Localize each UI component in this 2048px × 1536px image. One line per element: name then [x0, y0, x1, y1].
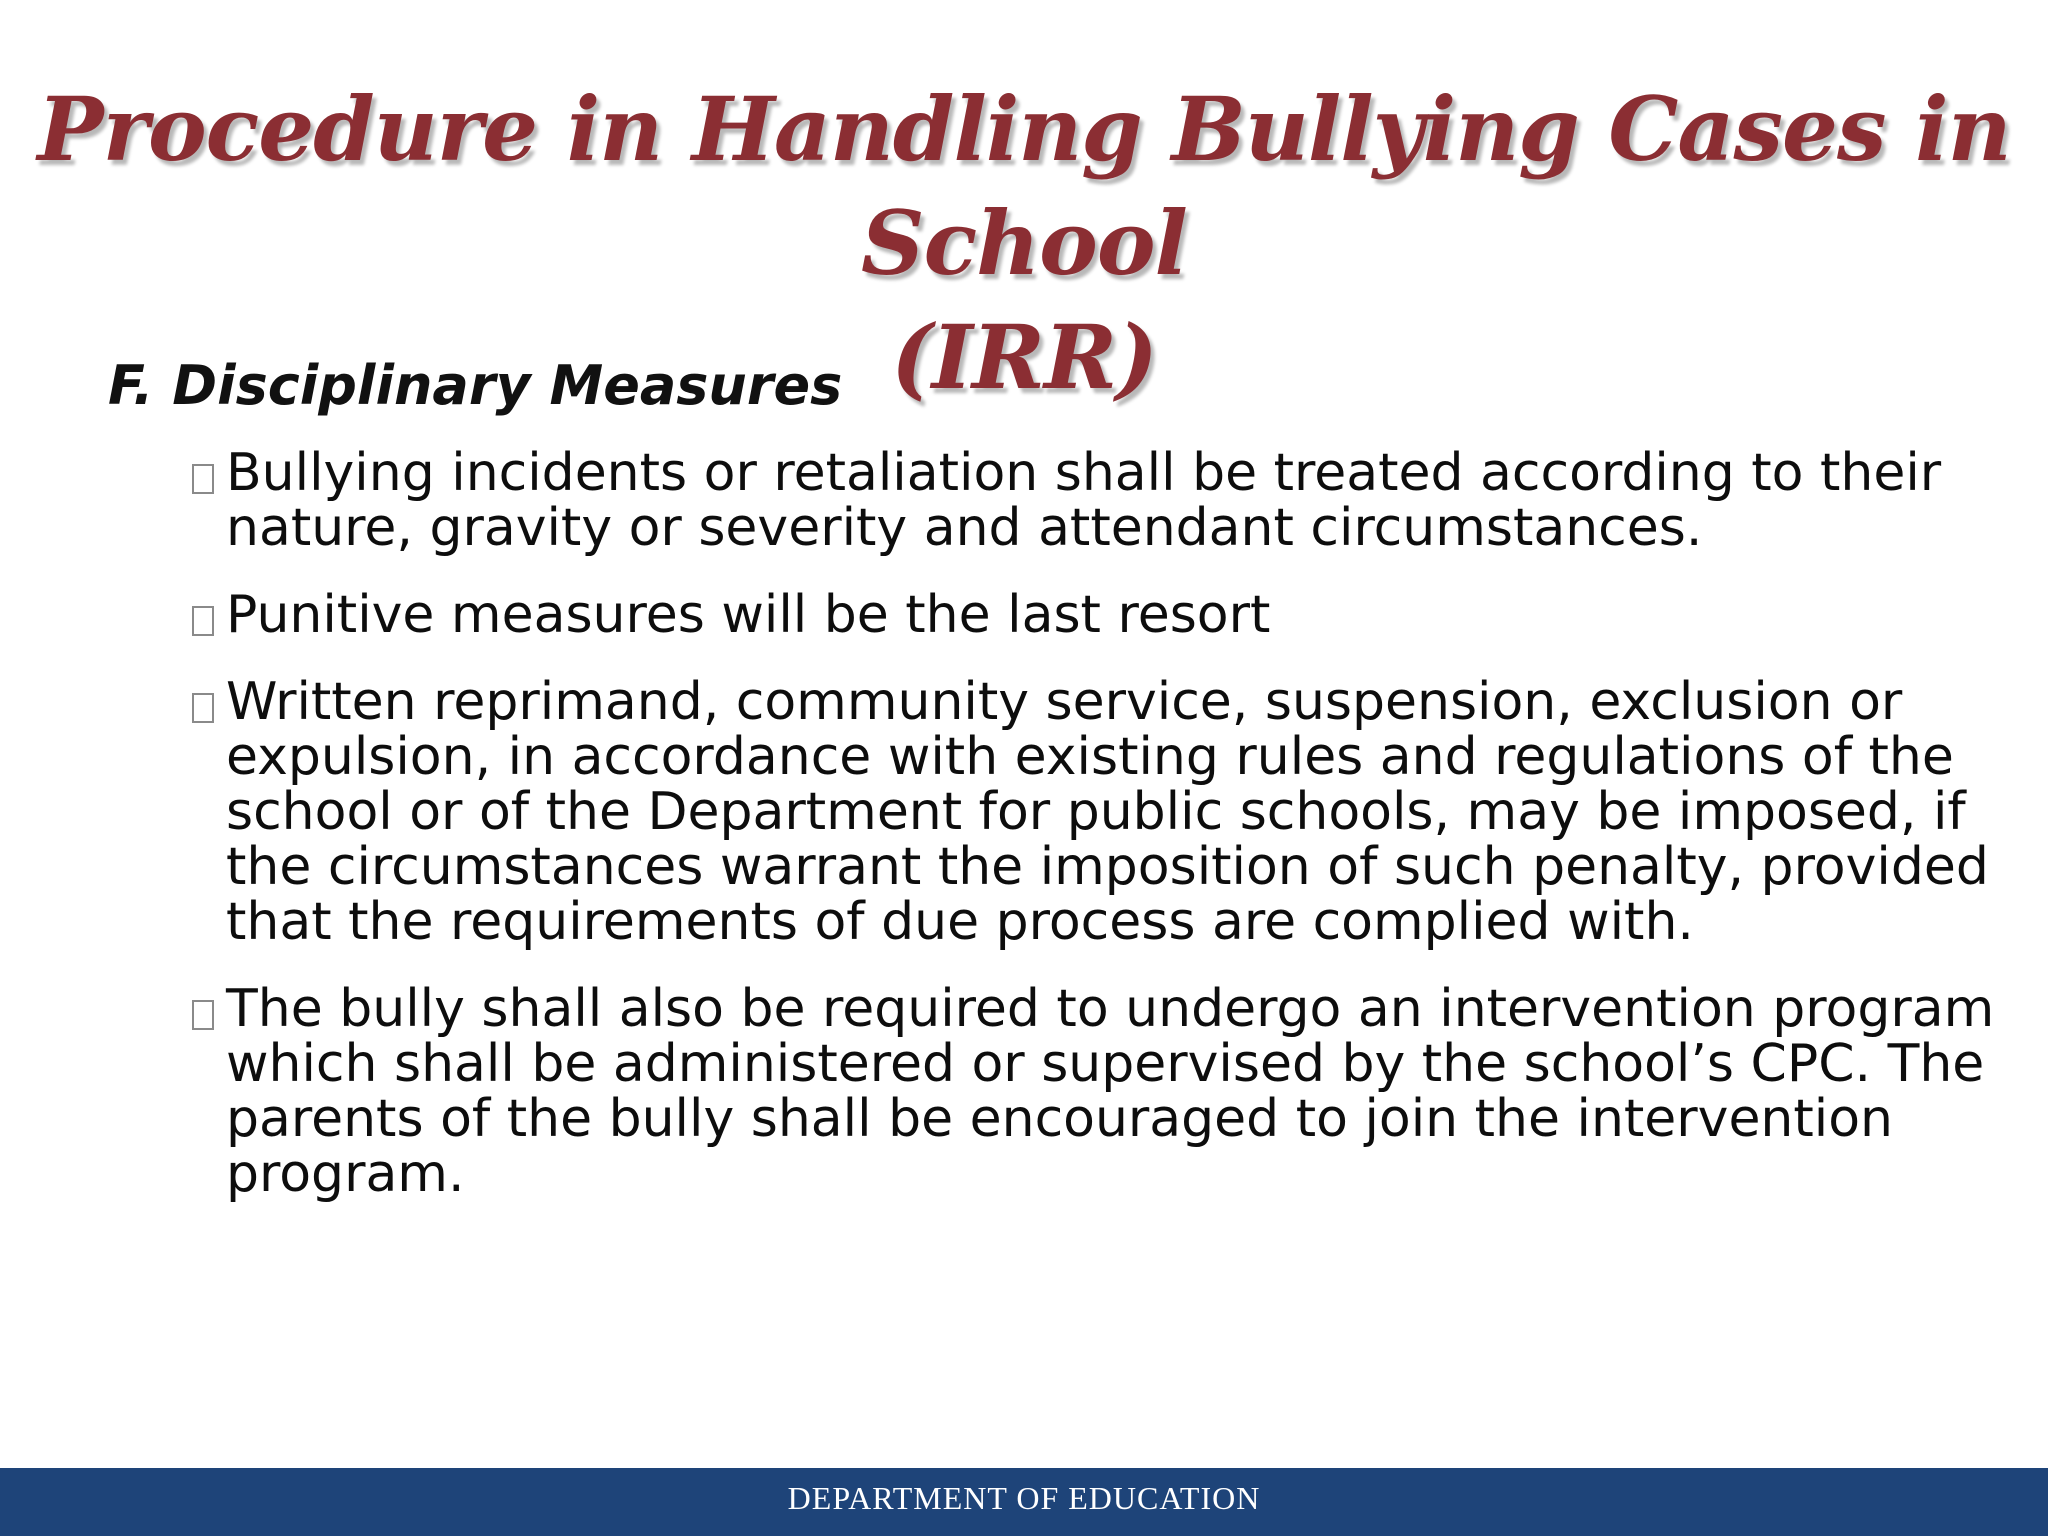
bullet-item	[190, 979, 2020, 1204]
bullet-box-icon	[192, 693, 214, 723]
bullet-text: Punitive measures will be the last resort	[226, 585, 1271, 645]
bullet-item	[190, 585, 2020, 645]
slide-title-line-1: Procedure in Handling Bullying Cases in School	[37, 77, 2011, 295]
slide-title-line-2: (IRR)	[891, 305, 1157, 409]
bullet-text: Bullying incidents or retaliation shall be treated according to their nature, gravity or severity and attendant circumstances.	[226, 443, 1942, 558]
footer-label: DEPARTMENT OF EDUCATION	[787, 1480, 1261, 1516]
bullet-box-icon	[192, 464, 214, 494]
bullet-text: Written reprimand, community service, suspension, exclusion or expulsion, in accordance with existing rules and regulations of the school or of the Department for public schools, may be imposed, if the circumstances warrant the imposition of such penalty, provided that the requirements of due process are complied with.	[226, 672, 1989, 952]
bullet-box-icon	[192, 606, 214, 636]
bullet-text: The bully shall also be required to undergo an intervention program which shall be administered or supervised by the school’s CPC. The parents of the bully shall be encouraged to join the intervention program.	[226, 979, 1995, 1204]
footer-bar	[0, 1468, 2048, 1536]
bullet-box-icon	[192, 1000, 214, 1030]
bullet-item	[190, 672, 2020, 952]
bullet-list	[190, 443, 2020, 1234]
section-heading: F. Disciplinary Measures	[108, 354, 843, 417]
bullet-item	[190, 443, 2020, 558]
